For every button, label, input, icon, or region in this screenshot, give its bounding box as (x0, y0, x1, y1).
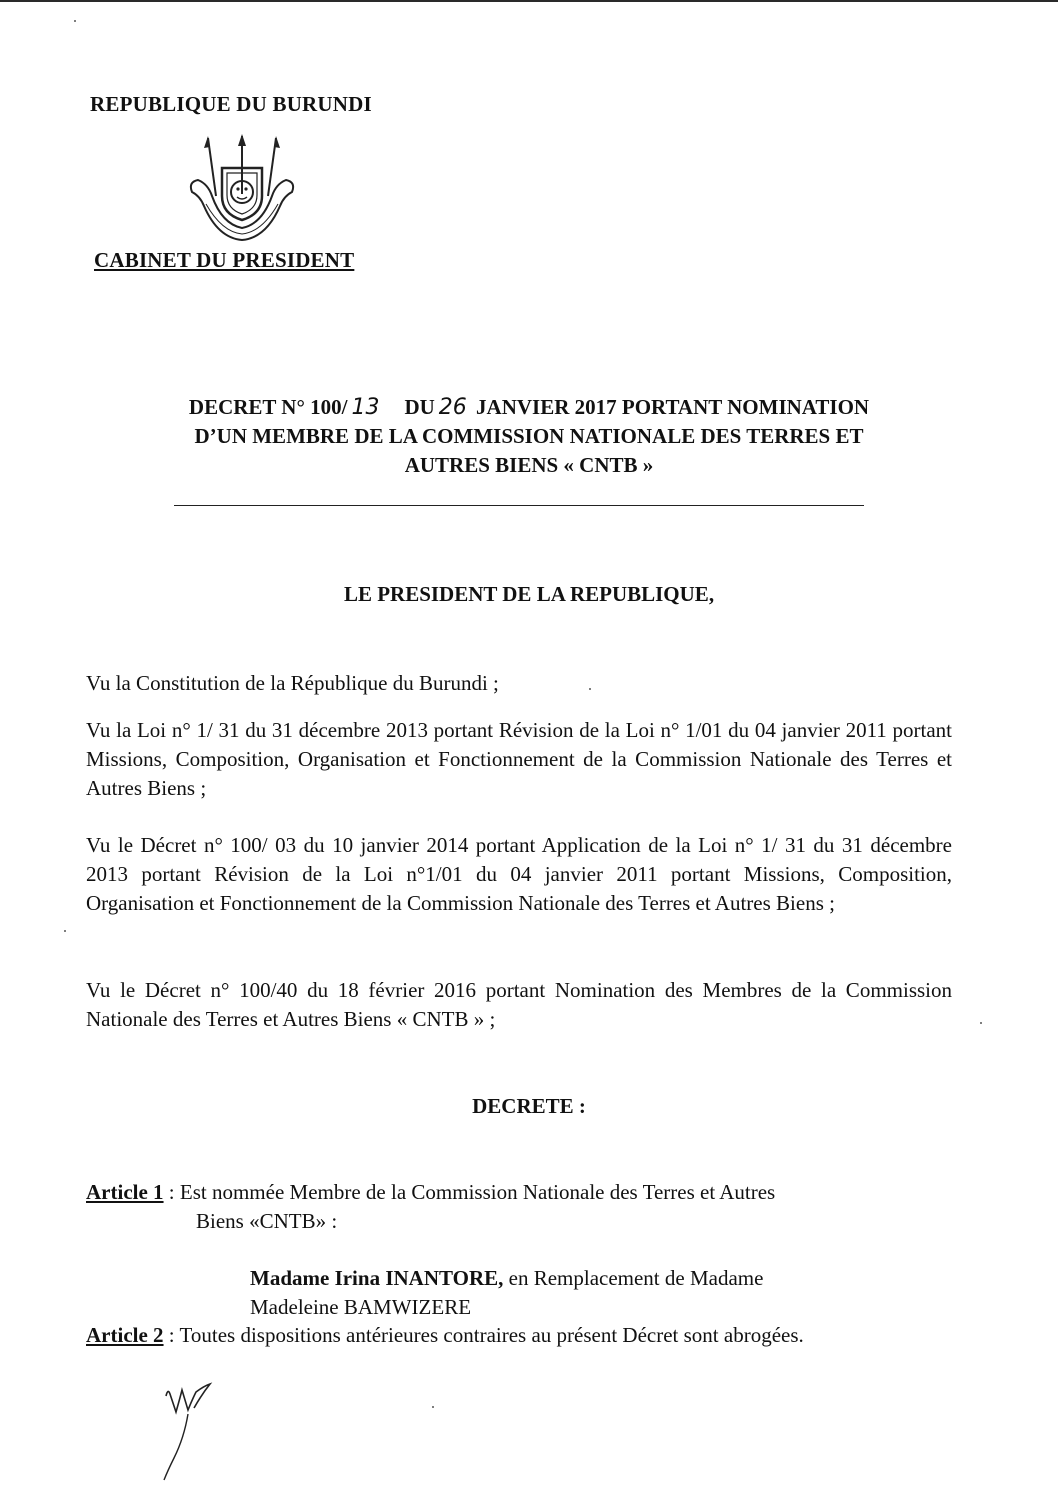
header-country: REPUBLIQUE DU BURUNDI (90, 92, 372, 116)
article-2-text: Toutes dispositions antérieures contraires au présent Décret sont abrogées. (179, 1323, 804, 1347)
president-heading: LE PRESIDENT DE LA REPUBLIQUE, (343, 582, 715, 606)
title-divider (174, 505, 864, 506)
article-1-separator: : (163, 1180, 180, 1204)
decree-day-handwritten: 26 (438, 395, 467, 420)
visa-constitution: Vu la Constitution de la République du Burundi ; (86, 671, 499, 695)
initials-signature-icon (158, 1378, 228, 1484)
coat-of-arms-icon (186, 134, 298, 242)
scan-speck (432, 1406, 434, 1408)
decree-title-line3: AUTRES BIENS « CNTB » (404, 453, 654, 477)
scan-edge (0, 0, 1058, 2)
decree-title-date: JANVIER 2017 PORTANT NOMINATION (476, 395, 870, 419)
visa-decret-100-03: Vu le Décret n° 100/ 03 du 10 janvier 2014 portant Application de la Loi n° 1/ 31 du 31 décembre 2013 portant Révision de la Loi n°1/01 du 04 janvier 2011 portant Missions, Composition, Organisation et Fonctionnement de la Commission Nationale des Terres et Autres Biens ; (86, 833, 952, 915)
article-1 (86, 1178, 952, 1236)
decree-title (90, 393, 968, 480)
article-2 (86, 1321, 952, 1350)
decree-title-du: DU (404, 395, 435, 419)
visa-loi-1-31: Vu la Loi n° 1/ 31 du 31 décembre 2013 portant Révision de la Loi n° 1/01 du 04 janvier 2011 portant Missions, Composition, Organisation et Fonctionnement de la Commission Nationale des Terres et Autres Biens ; (86, 718, 952, 800)
visa-decret-100-40: Vu le Décret n° 100/40 du 18 février 2016 portant Nomination des Membres de la Commission Nationale des Terres et Autres Biens « CNTB » ; (86, 978, 952, 1031)
article-2-label: Article 2 (86, 1323, 164, 1347)
appointee-name: Madame Irina INANTORE, (250, 1266, 504, 1290)
decree-number-handwritten: 13 (351, 395, 380, 420)
decree-title-line2: D’UN MEMBRE DE LA COMMISSION NATIONALE DES TERRES ET (194, 424, 864, 448)
decrete-heading: DECRETE : (472, 1094, 586, 1118)
appointee (250, 1264, 950, 1322)
scan-speck (74, 20, 76, 22)
scan-speck (980, 1022, 982, 1024)
article-1-label: Article 1 (86, 1180, 164, 1204)
article-1-continuation: Biens «CNTB» : (196, 1209, 338, 1233)
article-1-text: Est nommée Membre de la Commission Nationale des Terres et Autres (179, 1180, 776, 1204)
appointee-replaced-name: Madeleine BAMWIZERE (250, 1295, 472, 1319)
scan-speck (589, 688, 591, 690)
decree-title-prefix: DECRET N° 100/ (188, 395, 348, 419)
appointee-replacement: en Remplacement de Madame (503, 1266, 764, 1290)
scan-speck (64, 930, 66, 932)
header-cabinet: CABINET DU PRESIDENT (94, 248, 355, 272)
article-2-separator: : (163, 1323, 180, 1347)
